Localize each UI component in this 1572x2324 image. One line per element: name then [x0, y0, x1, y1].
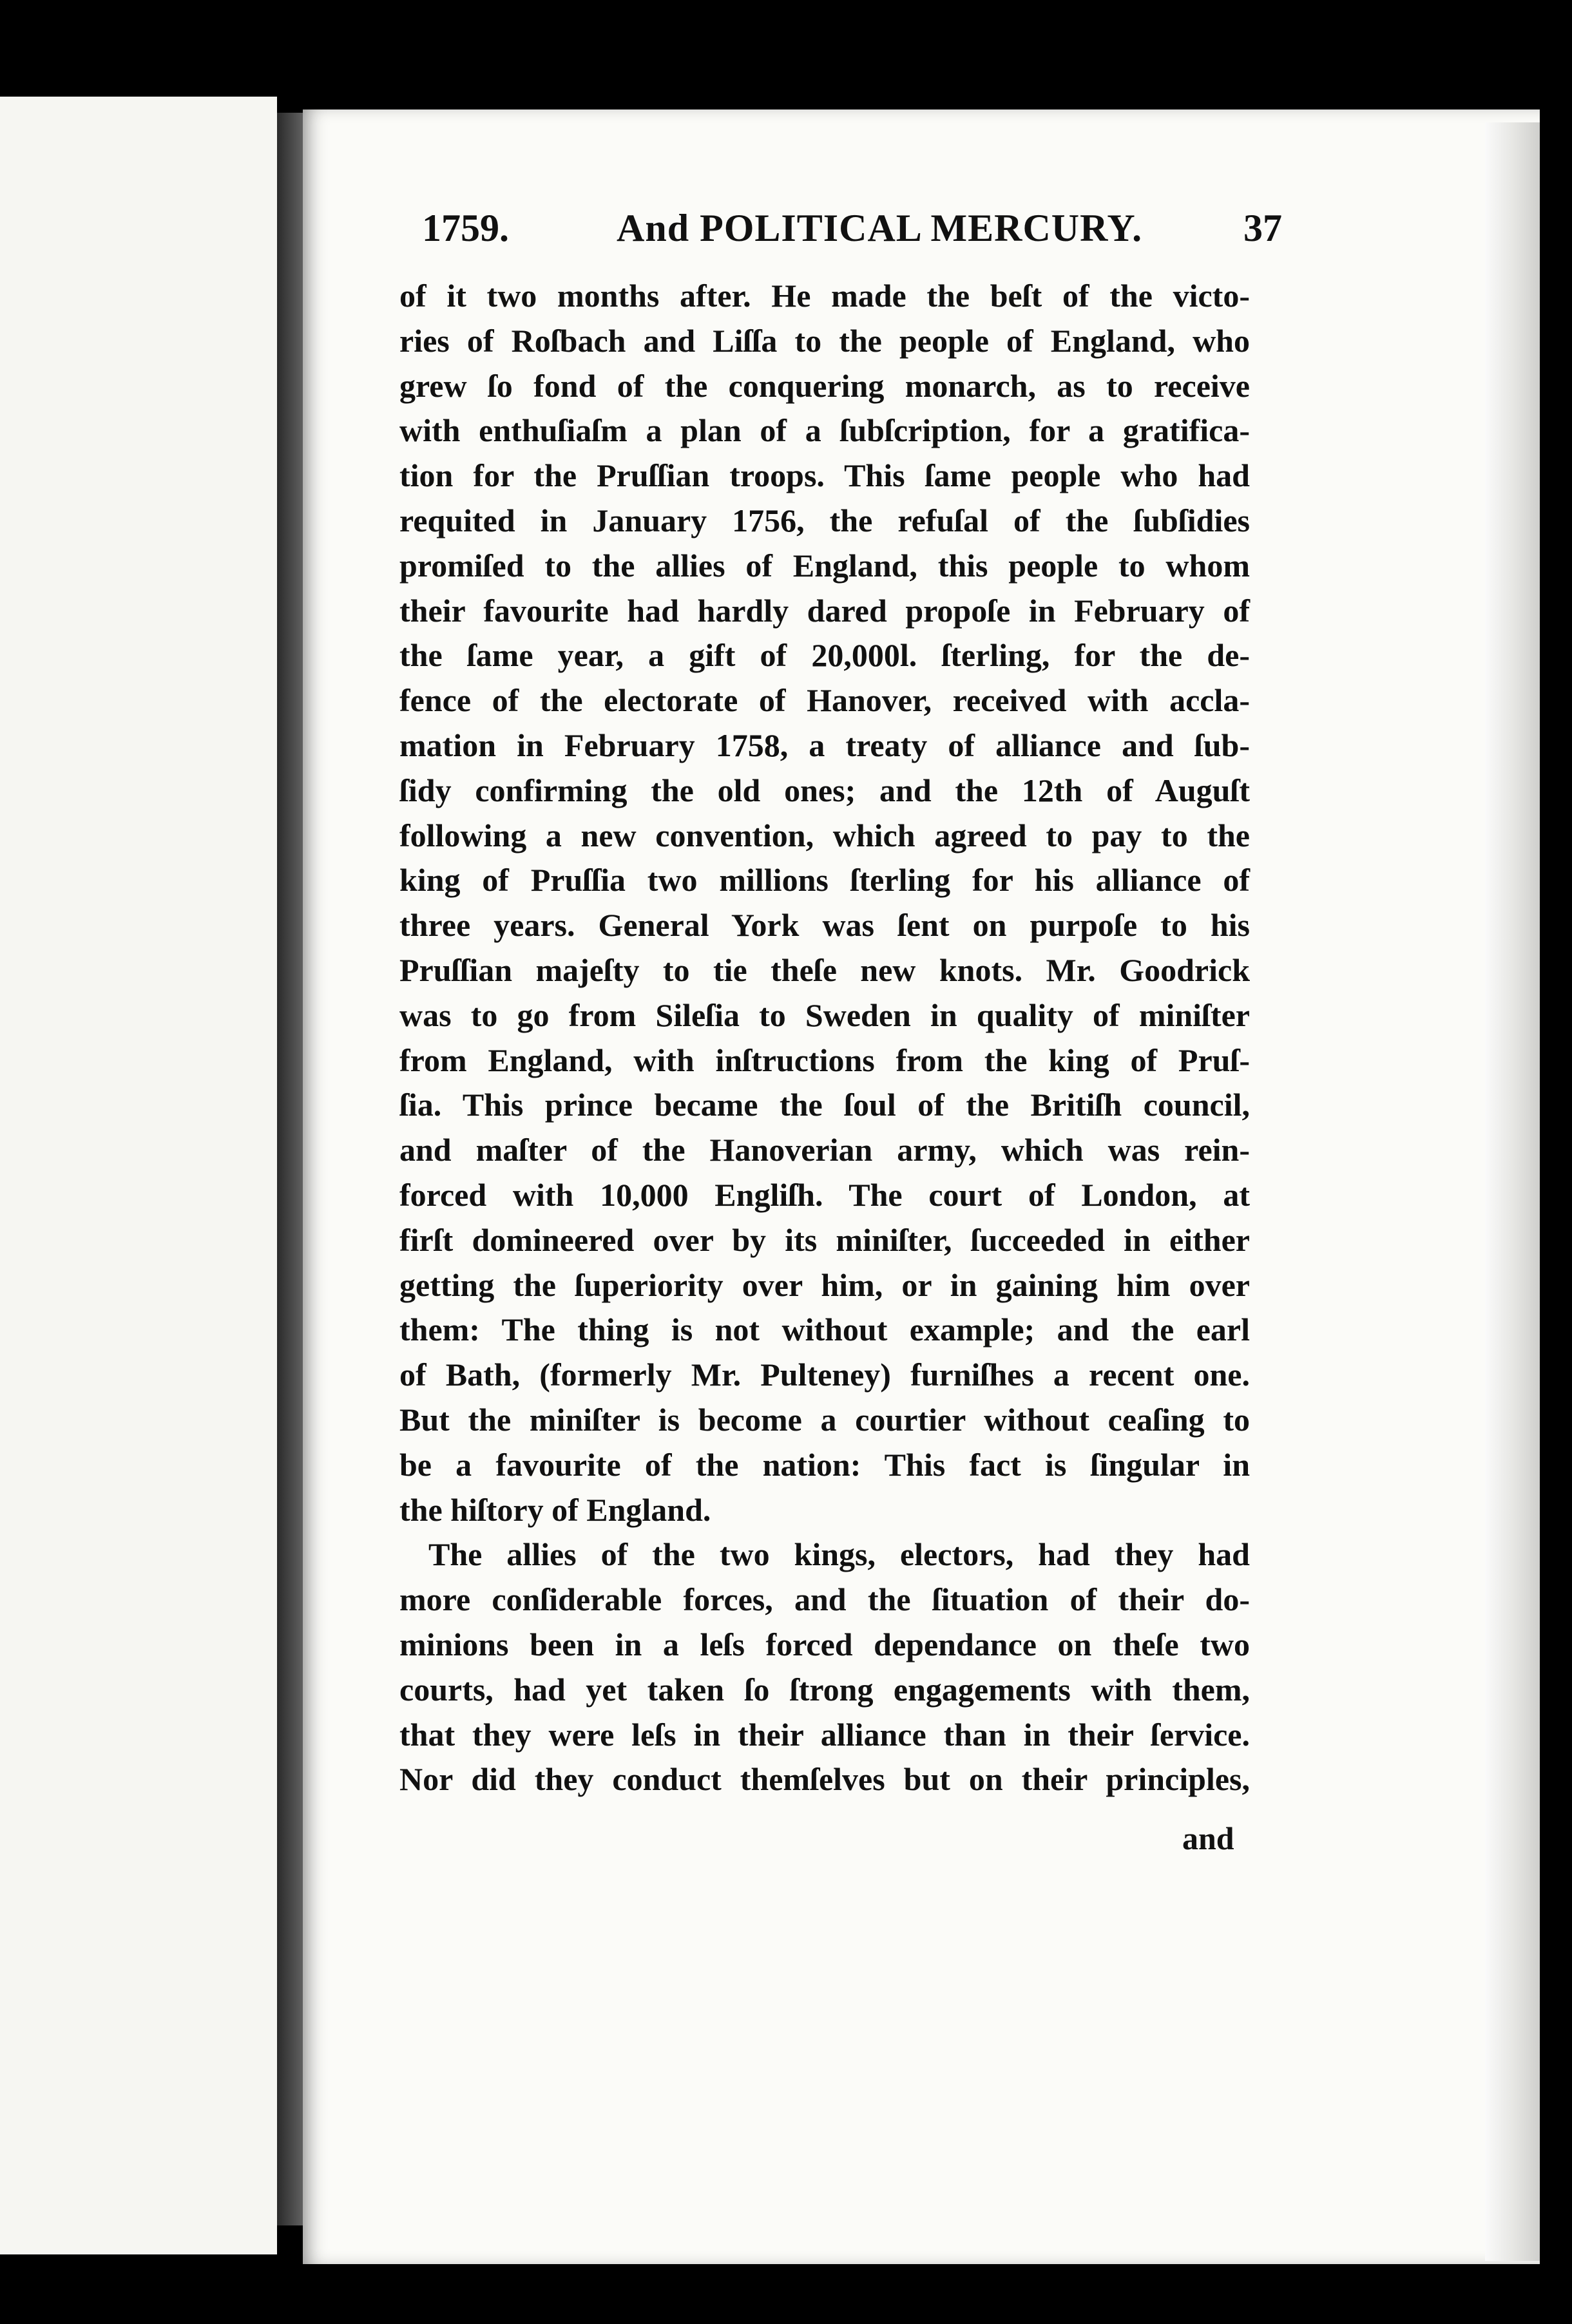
text-line: promiſed to the allies of England, this people to whom: [399, 547, 1250, 584]
paragraph: [399, 274, 1250, 1532]
text-line: of Bath, (formerly Mr. Pulteney) furniſhes a recent one.: [399, 1357, 1250, 1393]
text-line: the hiſtory of England.: [399, 1491, 711, 1528]
text-line: minions been in a leſs forced dependance on theſe two: [399, 1626, 1250, 1662]
text-line: ries of Roſbach and Liſſa to the people of England, who: [399, 322, 1250, 359]
text-line: The allies of the two kings, electors, had they had: [428, 1536, 1250, 1573]
page-edge: [1485, 122, 1540, 2261]
text-line: Pruſſian majeſty to tie theſe new knots. Mr. Goodrick: [399, 951, 1250, 988]
text-line: three years. General York was ſent on purpoſe to his: [399, 907, 1250, 944]
text-line: was to go from Sileſia to Sweden in quality of miniſter: [399, 996, 1250, 1033]
body-text: [399, 274, 1250, 1802]
text-line: king of Pruſſia two millions ſterling for his alliance of: [399, 862, 1250, 899]
text-line: requited in January 1756, the refuſal of the ſubſidies: [399, 502, 1250, 538]
text-line: them: The thing is not without example; and the earl: [399, 1311, 1250, 1348]
paragraph: [399, 1532, 1250, 1802]
page-number: 37: [1243, 207, 1282, 249]
text-line: and maſter of the Hanoverian army, which was rein-: [399, 1132, 1250, 1168]
text-line: forced with 10,000 Engliſh. The court of London, at: [399, 1176, 1250, 1213]
text-line: of it two months after. He made the beſt of the victo-: [399, 278, 1250, 314]
text-line: following a new convention, which agreed to pay to the: [399, 817, 1250, 853]
text-line: firſt domineered over by its miniſter, ſucceeded in either: [399, 1221, 1250, 1258]
text-line: courts, had yet taken ſo ſtrong engagements with them,: [399, 1671, 1250, 1708]
text-line: from England, with inſtructions from the king of Pruſ-: [399, 1042, 1250, 1078]
text-line: with enthuſiaſm a plan of a ſubſcription, for a gratifica-: [399, 412, 1250, 449]
running-head: [422, 206, 1282, 258]
text-line: But the miniſter is become a courtier without ceaſing to: [399, 1401, 1250, 1438]
text-line: ſia. This prince became the ſoul of the Britiſh council,: [399, 1087, 1250, 1123]
text-line: tion for the Pruſſian troops. This ſame people who had: [399, 457, 1250, 494]
text-line: fence of the electorate of Hanover, received with accla-: [399, 682, 1250, 719]
text-line: grew ſo fond of the conquering monarch, as to receive: [399, 367, 1250, 404]
text-line: mation in February 1758, a treaty of alliance and ſub-: [399, 727, 1250, 763]
running-head-title: And POLITICAL MERCURY.: [617, 207, 1143, 249]
catchword: and: [1182, 1820, 1234, 1856]
text-line: Nor did they conduct themſelves but on their principles,: [399, 1761, 1250, 1798]
text-line: more conſiderable forces, and the ſituation of their do-: [399, 1581, 1250, 1618]
previous-page: [0, 97, 277, 2254]
text-line: the ſame year, a gift of 20,000l. ſterling, for the de-: [399, 637, 1250, 674]
text-line: getting the ſuperiority over him, or in gaining him over: [399, 1266, 1250, 1303]
running-head-year: 1759.: [422, 207, 509, 249]
text-line: be a favourite of the nation: This fact is ſingular in: [399, 1446, 1250, 1483]
text-line: ſidy confirming the old ones; and the 12th of Auguſt: [399, 772, 1250, 808]
text-line: their favourite had hardly dared propoſe in February of: [399, 592, 1250, 629]
text-line: that they were leſs in their alliance than in their ſervice.: [399, 1716, 1250, 1753]
